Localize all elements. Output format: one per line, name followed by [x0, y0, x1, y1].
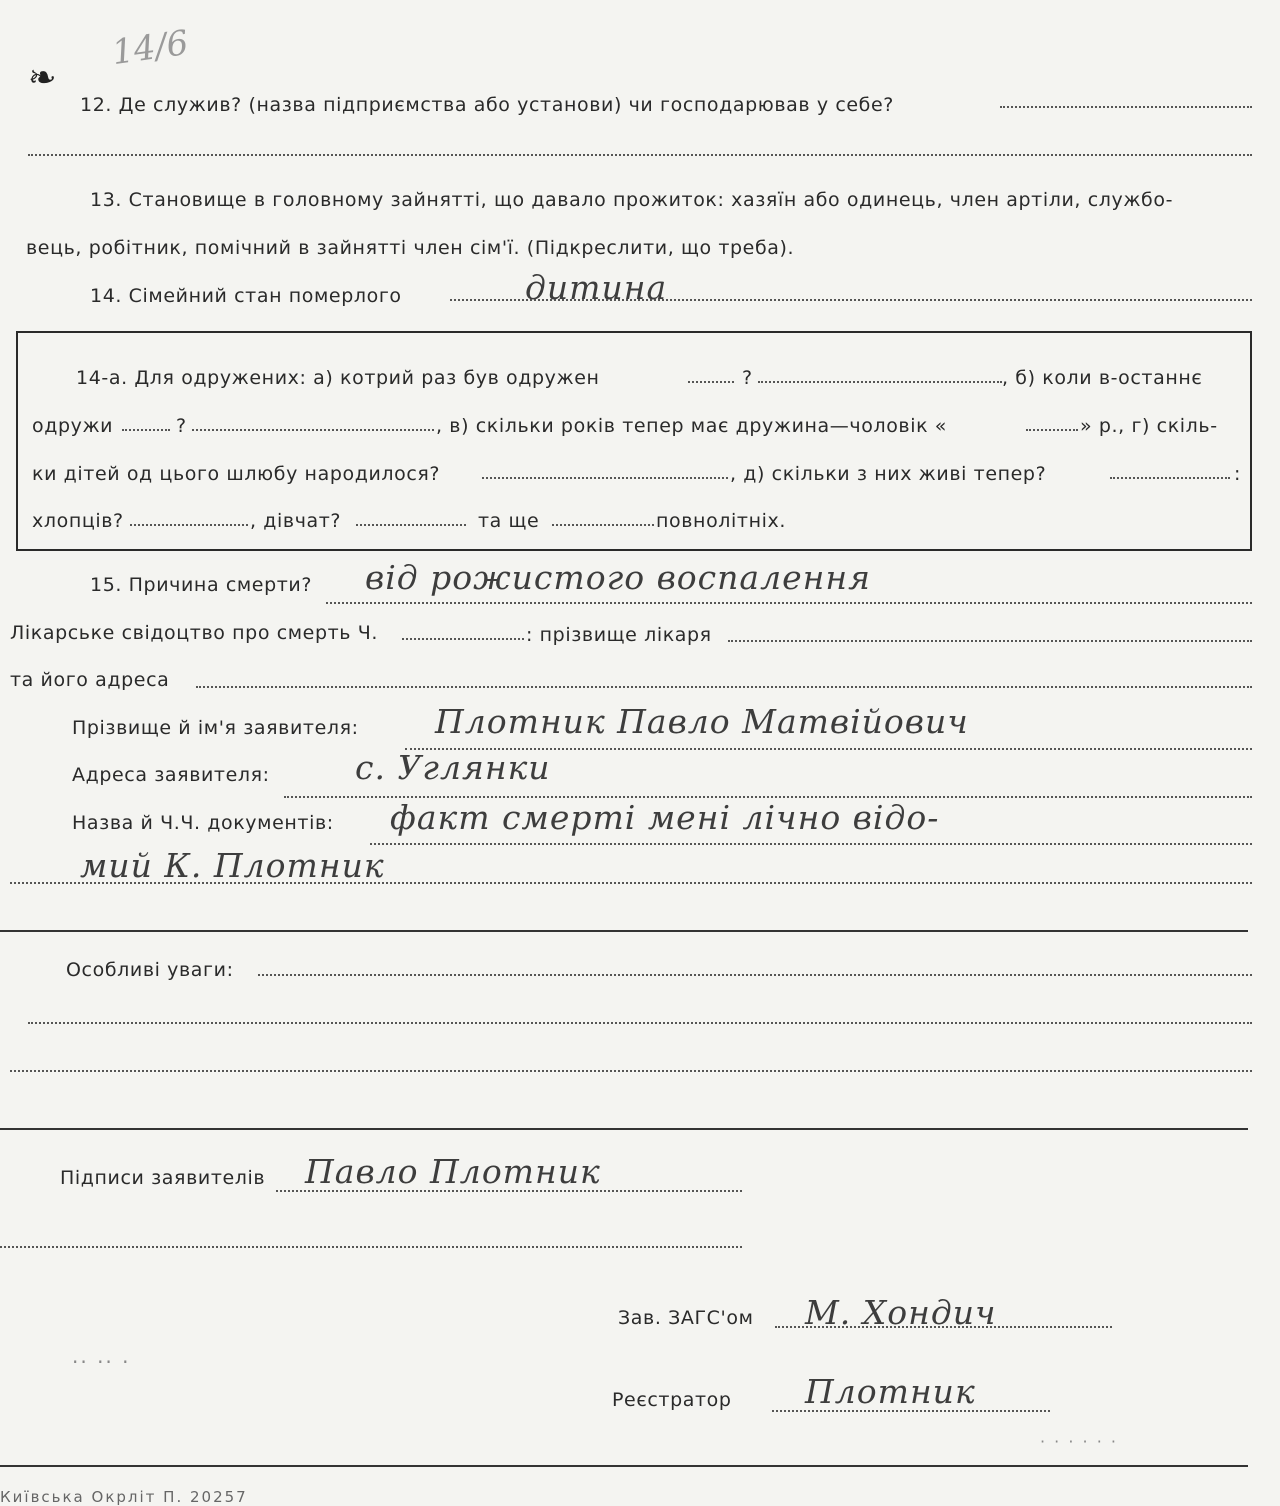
field-14a-q-2: ?	[176, 415, 187, 437]
applicant-name-label: Прізвище й ім'я заявителя:	[72, 717, 359, 739]
field-14a-line-1b: , б) коли в-останнє	[1002, 367, 1203, 389]
field-14a-line-2a: одружи	[32, 415, 114, 437]
field-15-line	[326, 602, 1252, 604]
doctor-address-label: та його адреса	[10, 669, 170, 691]
field-14a-line-4b: , дівчат?	[250, 510, 342, 532]
field-13-line-2: вець, робітник, помічний в зайнятті член сім'ї. (Підкреслити, що треба).	[26, 237, 795, 259]
applicant-signatures-label: Підписи заявителів	[60, 1167, 266, 1189]
applicant-address-value: с. Углянки	[355, 748, 551, 787]
field-15-label: 15. Причина смерти?	[90, 574, 313, 596]
field-14a-line-3c: :	[1234, 463, 1242, 485]
remarks-line-1	[258, 974, 1252, 976]
married-details-box	[16, 331, 1252, 551]
applicant-name-value: Плотник Павло Матвійович	[435, 702, 969, 741]
field-12-line	[1000, 106, 1252, 108]
field-15-value: від рожистого воспалення	[365, 558, 871, 597]
field-14a-line-3b: , д) скільки з них живі тепер?	[730, 463, 1047, 485]
zags-head-line	[775, 1326, 1112, 1328]
field-14a-dots-1	[688, 381, 734, 383]
doctor-address-line	[196, 686, 1252, 688]
field-14-value: дитина	[525, 268, 668, 307]
applicant-signatures-line	[276, 1190, 742, 1192]
documents-value-1: факт смерті мені лічно відо-	[390, 798, 940, 837]
remarks-line-3	[10, 1070, 1252, 1072]
field-12-label: 12. Де служив? (назва підприємства або установи) чи господарював у себе?	[80, 94, 894, 116]
doctor-name-label: : прізвище лікаря	[526, 624, 712, 646]
printer-imprint: Київська Окрлiт П. 20257	[0, 1488, 248, 1506]
field-14a-dots-9	[356, 524, 466, 526]
field-14-line	[450, 299, 1252, 301]
field-14a-dots-4	[192, 429, 434, 431]
field-14a-line-4d: повнолітніх.	[656, 510, 786, 532]
documents-label: Назва й Ч.Ч. документів:	[72, 812, 334, 834]
field-14a-dots-5	[1026, 429, 1078, 431]
registrar-line	[772, 1410, 1050, 1412]
death-certificate-line	[402, 638, 524, 640]
field-14a-line-1a: 14-а. Для одружених: а) котрий раз був одружен	[76, 367, 600, 389]
zags-head-label: Зав. ЗАГС'ом	[618, 1307, 754, 1329]
documents-line-2	[10, 882, 1252, 884]
applicant-address-label: Адреса заявителя:	[72, 764, 270, 786]
doctor-name-line	[728, 640, 1252, 642]
ink-specks: ·· ·· ·	[72, 1350, 131, 1374]
field-14a-dots-7	[1110, 477, 1230, 479]
death-certificate-label: Лікарське свідоцтво про смерть Ч.	[10, 622, 378, 644]
field-14a-line-2b: , в) скільки років тепер має дружина—чоловік «	[436, 415, 948, 437]
applicant-signature-value: Павло Плотник	[305, 1152, 601, 1191]
bottom-rule	[0, 1465, 1248, 1467]
faint-stamp: · · · · · ·	[1040, 1432, 1118, 1451]
margin-note: 14/6	[109, 22, 191, 74]
field-14a-line-4c: та ще	[478, 510, 540, 532]
field-14a-dots-2	[758, 381, 1002, 383]
field-14-label: 14. Сімейний стан померлого	[90, 285, 402, 307]
zags-head-signature: М. Хондич	[805, 1293, 997, 1332]
field-14a-line-4a: хлопців?	[32, 510, 124, 532]
ink-mark: ❧	[28, 58, 59, 98]
field-12-line-2	[28, 154, 1252, 156]
field-14a-dots-8	[130, 524, 248, 526]
registrar-signature: Плотник	[805, 1372, 976, 1411]
field-14a-dots-10	[552, 524, 654, 526]
field-14a-line-3a: ки дітей од цього шлюбу народилося?	[32, 463, 441, 485]
registrar-label: Реєстратор	[612, 1389, 732, 1411]
remarks-label: Особливі уваги:	[66, 959, 234, 981]
field-14a-q-1: ?	[742, 367, 753, 389]
field-13-line-1: 13. Становище в головному зайнятті, що давало прожиток: хазяїн або одинець, член артіли, службо-	[90, 189, 1174, 211]
section-divider-1	[0, 930, 1248, 932]
field-14a-dots-6	[482, 477, 728, 479]
documents-value-2: мий К. Плотник	[80, 846, 385, 885]
applicant-signatures-line-2	[0, 1246, 742, 1248]
field-14a-dots-3	[122, 429, 170, 431]
section-divider-2	[0, 1128, 1248, 1130]
documents-line-1	[370, 843, 1252, 845]
field-14a-line-2c: » р., г) скіль-	[1080, 415, 1218, 437]
remarks-line-2	[28, 1022, 1252, 1024]
